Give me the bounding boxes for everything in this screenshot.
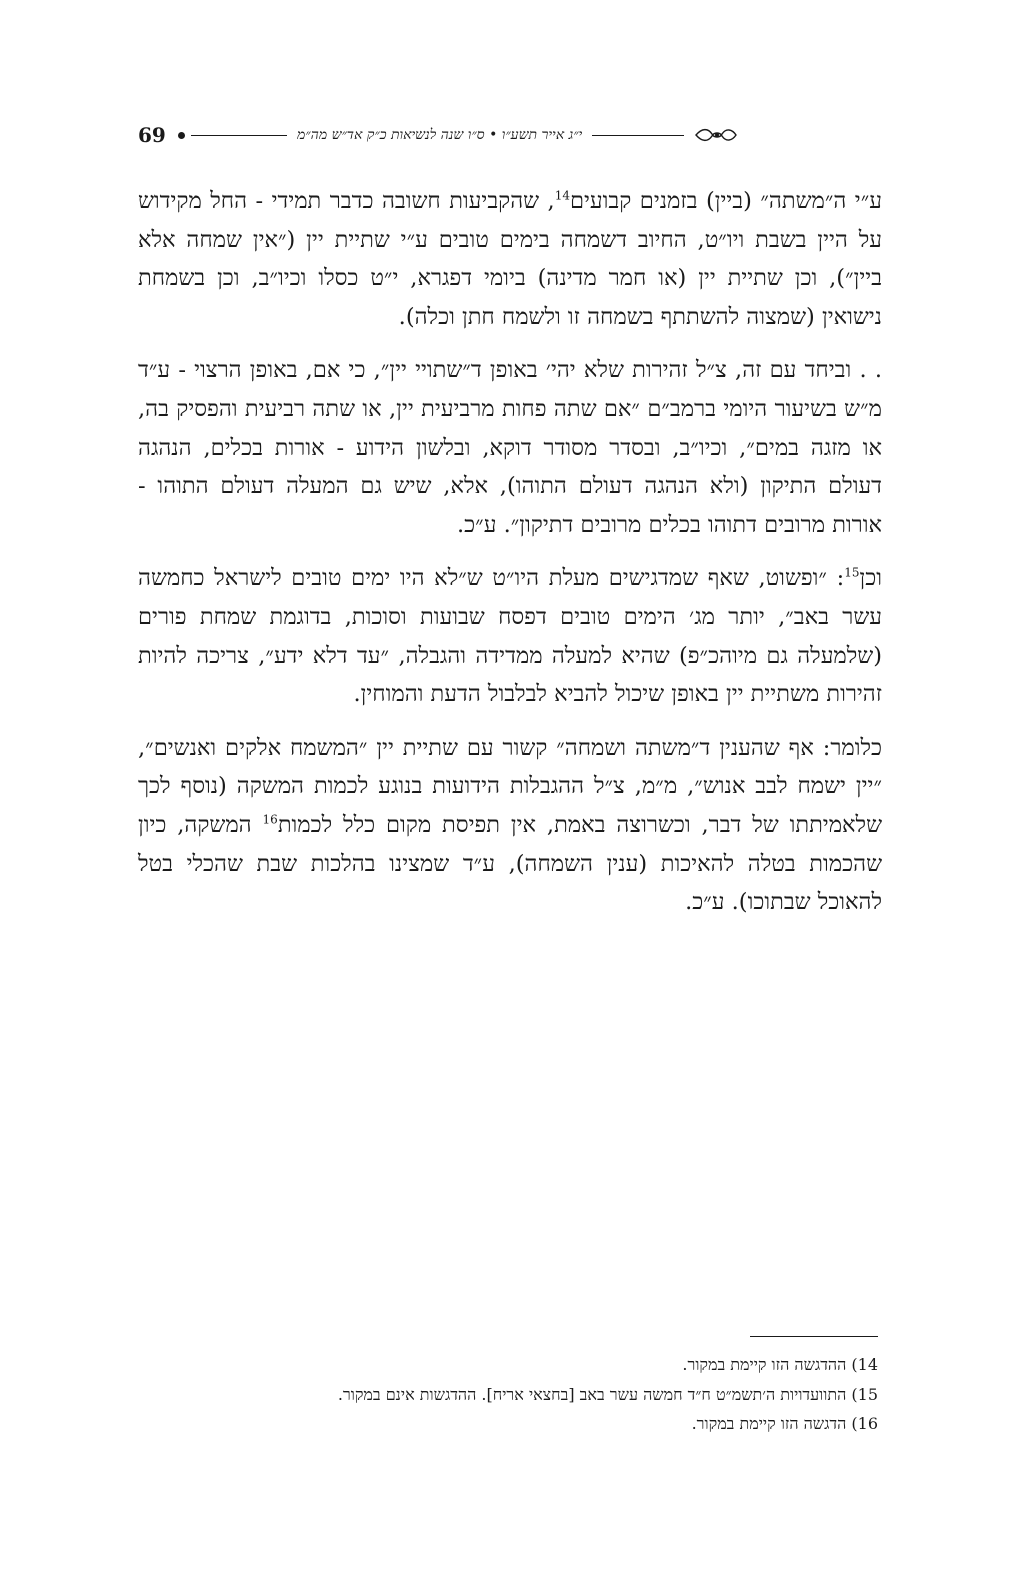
paragraph-2: . . וביחד עם זה, צ״ל זהירות שלא יהי׳ באופן ד״שתויי יין״, כי אם, באופן הרצוי - ע״ד מ״ש בשיעור היומי ברמב״ם ״אם שתה פחות מרביעית יין, או שתה רביעית והפסיק בה, או מזגה במים״, וכיו״ב, ובסדר מסודר דוקא, ובלשון הידוע - אורות בכלים, הנהגה דעולם התיקון (ולא הנהגה דעולם התוהו), אלא, שיש גם המעלה דעולם התוהו - אורות מרובים דתוהו בכלים מרובים דתיקון״. ע״כ. xyxy=(138,357,882,538)
paragraph-4-text-a: כלומר: אף שהענין ד״משתה ושמחה״ קשור עם שתיית יין ״המשמח אלקים ואנשים״, ״יין ישמח לבב אנוש״, מ״מ, צ״ל ההגבלות הידועות בנוגע לכמות המשקה (נוסף לכך שלאמיתתו של דבר, וכשרוצה באמת, אין תפיסת מקום כלל לכמות xyxy=(138,734,882,838)
footnote-16: 16) הדגשה הזו קיימת במקור. xyxy=(691,1414,878,1433)
scroll-flourish-icon xyxy=(694,126,738,144)
paragraph-3 xyxy=(138,559,882,713)
header-dot-left xyxy=(178,132,185,139)
footnote-ref-14[interactable]: 14 xyxy=(554,188,570,203)
paragraph-4-text-b: המשקה, כיון שהכמות בטלה להאיכות (ענין השמחה), ע״ד שמצינו בהלכות שבת שהכלי בטל להאוכל שבתוכו). ע״כ. xyxy=(138,811,882,916)
paragraph-4 xyxy=(138,729,882,922)
paragraph-1-text-a: ע״י ה״משתה״ (ביין) בזמנים קבועים xyxy=(569,188,882,214)
page-number: 69 xyxy=(138,123,166,147)
header-rule-right xyxy=(592,135,684,136)
paragraph-1 xyxy=(138,182,882,336)
footnote-ref-16[interactable]: 16 xyxy=(262,812,278,827)
paragraph-3-text-a: וכן xyxy=(859,565,882,592)
paragraph-3-text-b: : ״ופשוט, שאף שמדגישים מעלת היו״ט ש״לא היו ימים טובים לישראל כחמשה עשר באב״, יותר מג׳ הימים טובים דפסח שבועות וסוכות, בדוגמת שמחת פורים (שלמעלה גם מיוהכ״פ) שהיא למעלה ממדידה והגבלה, ״עד דלא ידע״, צריכה להיות זהירות משתיית יין באופן שיכול להביא לבלבול הדעת והמוחין. xyxy=(138,565,882,708)
body-text xyxy=(138,182,882,937)
footnote-ref-15[interactable]: 15 xyxy=(844,565,860,580)
page-header xyxy=(138,118,882,152)
footnote-14: 14) ההדגשה הזו קיימת במקור. xyxy=(682,1355,878,1374)
footnote-divider xyxy=(750,1336,878,1337)
footnotes xyxy=(138,1350,878,1439)
header-rule-left xyxy=(191,135,287,136)
paragraph-1-text-b: , שהקביעות חשובה כדבר תמידי - החל מקידוש על היין בשבת ויו״ט, החיוב דשמחה בימים טובים ע״י שתיית יין (״אין שמחה אלא ביין״), וכן שתיית יין (או חמר מדינה) ביומי דפגרא, י״ט כסלו וכיו״ב, וכן בשמחת נישואין (שמצוה להשתתף בשמחה זו ולשמח חתן וכלה). xyxy=(138,188,882,330)
running-head: י״ג אייר תשע״ו • ס״ו שנה לנשיאות כ״ק אד״ש מה״מ xyxy=(297,126,583,143)
footnote-15: 15) התוועדויות ה׳תשמ״ט ח״ד חמשה עשר באב [בחצאי אריח]. ההדגשות אינם במקור. xyxy=(337,1384,878,1404)
